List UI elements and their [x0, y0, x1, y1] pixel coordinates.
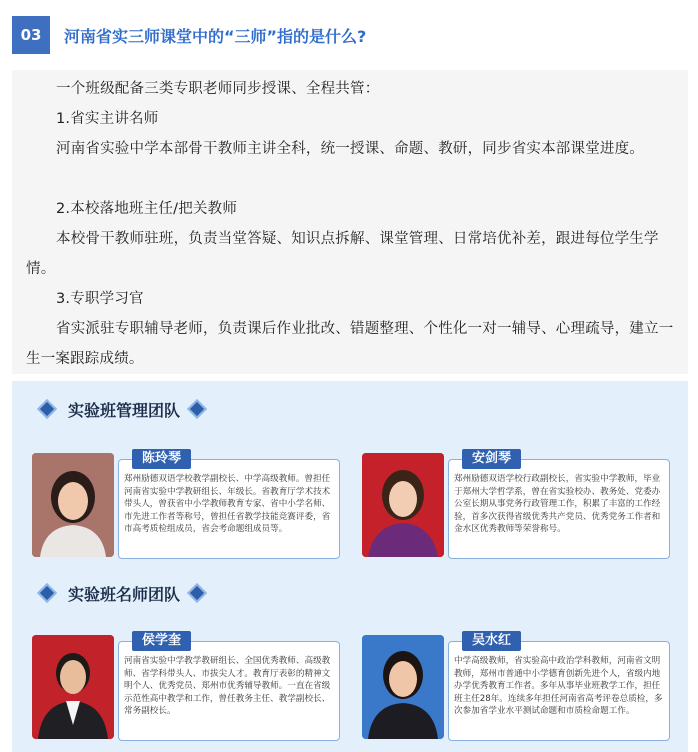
teacher-description: 郑州励德双语学校行政副校长，省实验中学教师，毕业于郑州大学哲学系，曾在省实验校办、教务处、党委办公室长期从事党务行政管理工作，积累了丰富的工作经验，首多次获得省级优秀共产党员、优秀党务工作者和金水区优秀教师等荣誉称号。 [454, 474, 661, 535]
teacher-description: 中学高级教师，省实验高中政治学科教师，河南省文明教师，郑州市普通中小学德育创新先进个人，省级内地办学优秀教育工作者。多年从事毕业班教学工作，担任班主任28年。连续多年担任河南省高考评卷总质检，多次参加省学业水平测试命题和市质检命题工作。 [454, 656, 663, 717]
teachers-section-header [40, 579, 204, 607]
section-number-badge: 03 [12, 16, 50, 54]
teacher-name: 侯学奎 [132, 631, 191, 651]
teacher-name: 吴水红 [462, 631, 521, 651]
teacher-name: 安剑琴 [462, 449, 521, 469]
content-box [12, 70, 688, 374]
teacher-description: 郑州励德双语学校教学副校长、中学高级教师。曾担任河南省实验中学教研组长、年级长。省教育厅学术技术带头人，曾获省中小学教师教育专家、省中小学名师、市先进工作者等称号，曾担任省教学技能竞赛评委，省市高考质检组成员，省会考命题组成员等。 [124, 474, 331, 535]
diamond-icon [187, 399, 207, 419]
item-heading: 3.专职学习官 [56, 291, 144, 307]
diamond-icon [37, 399, 57, 419]
teacher-card [32, 631, 342, 743]
item-body: 本校骨干教师驻班，负责当堂答疑、知识点拆解、课堂管理、日常培优补差，跟进每位学生学情。 [26, 231, 659, 277]
management-section-title: 实验班管理团队 [68, 400, 181, 420]
item-heading: 2.本校落地班主任/把关教师 [56, 201, 238, 217]
diamond-icon [187, 583, 207, 603]
item-heading: 1.省实主讲名师 [56, 111, 159, 127]
section-header [0, 0, 698, 70]
teacher-photo [32, 635, 114, 739]
diamond-icon [37, 583, 57, 603]
teacher-photo [32, 453, 114, 557]
intro-paragraph: 一个班级配备三类专职老师同步授课、全程共管： [56, 81, 380, 97]
teacher-description: 河南省实验中学教学教研组长、全国优秀教师、高级教师、省学科带头人、市拔尖人才。教育厅表彰的精神文明个人、优秀党员、郑州市优秀辅导教师。一直在省级示范性高中教学和工作，曾任教务主任、教学副校长、常务副校长。 [124, 656, 331, 717]
management-section-header [40, 395, 204, 423]
teacher-photo [362, 453, 444, 557]
teachers-section-title: 实验班名师团队 [68, 584, 181, 604]
team-poster [12, 381, 688, 752]
teacher-photo [362, 635, 444, 739]
teacher-card [32, 449, 342, 561]
teacher-card [362, 449, 672, 561]
teacher-name: 陈玲琴 [132, 449, 191, 469]
item-body: 省实派驻专职辅导老师，负责课后作业批改、错题整理、个性化一对一辅导、心理疏导，建立一生一案跟踪成绩。 [26, 321, 674, 367]
item-body: 河南省实验中学本部骨干教师主讲全科，统一授课、命题、教研，同步省实本部课堂进度。 [56, 141, 644, 157]
section-title: 河南省实三师课堂中的“三师”指的是什么? [64, 27, 367, 46]
teacher-card [362, 631, 672, 743]
